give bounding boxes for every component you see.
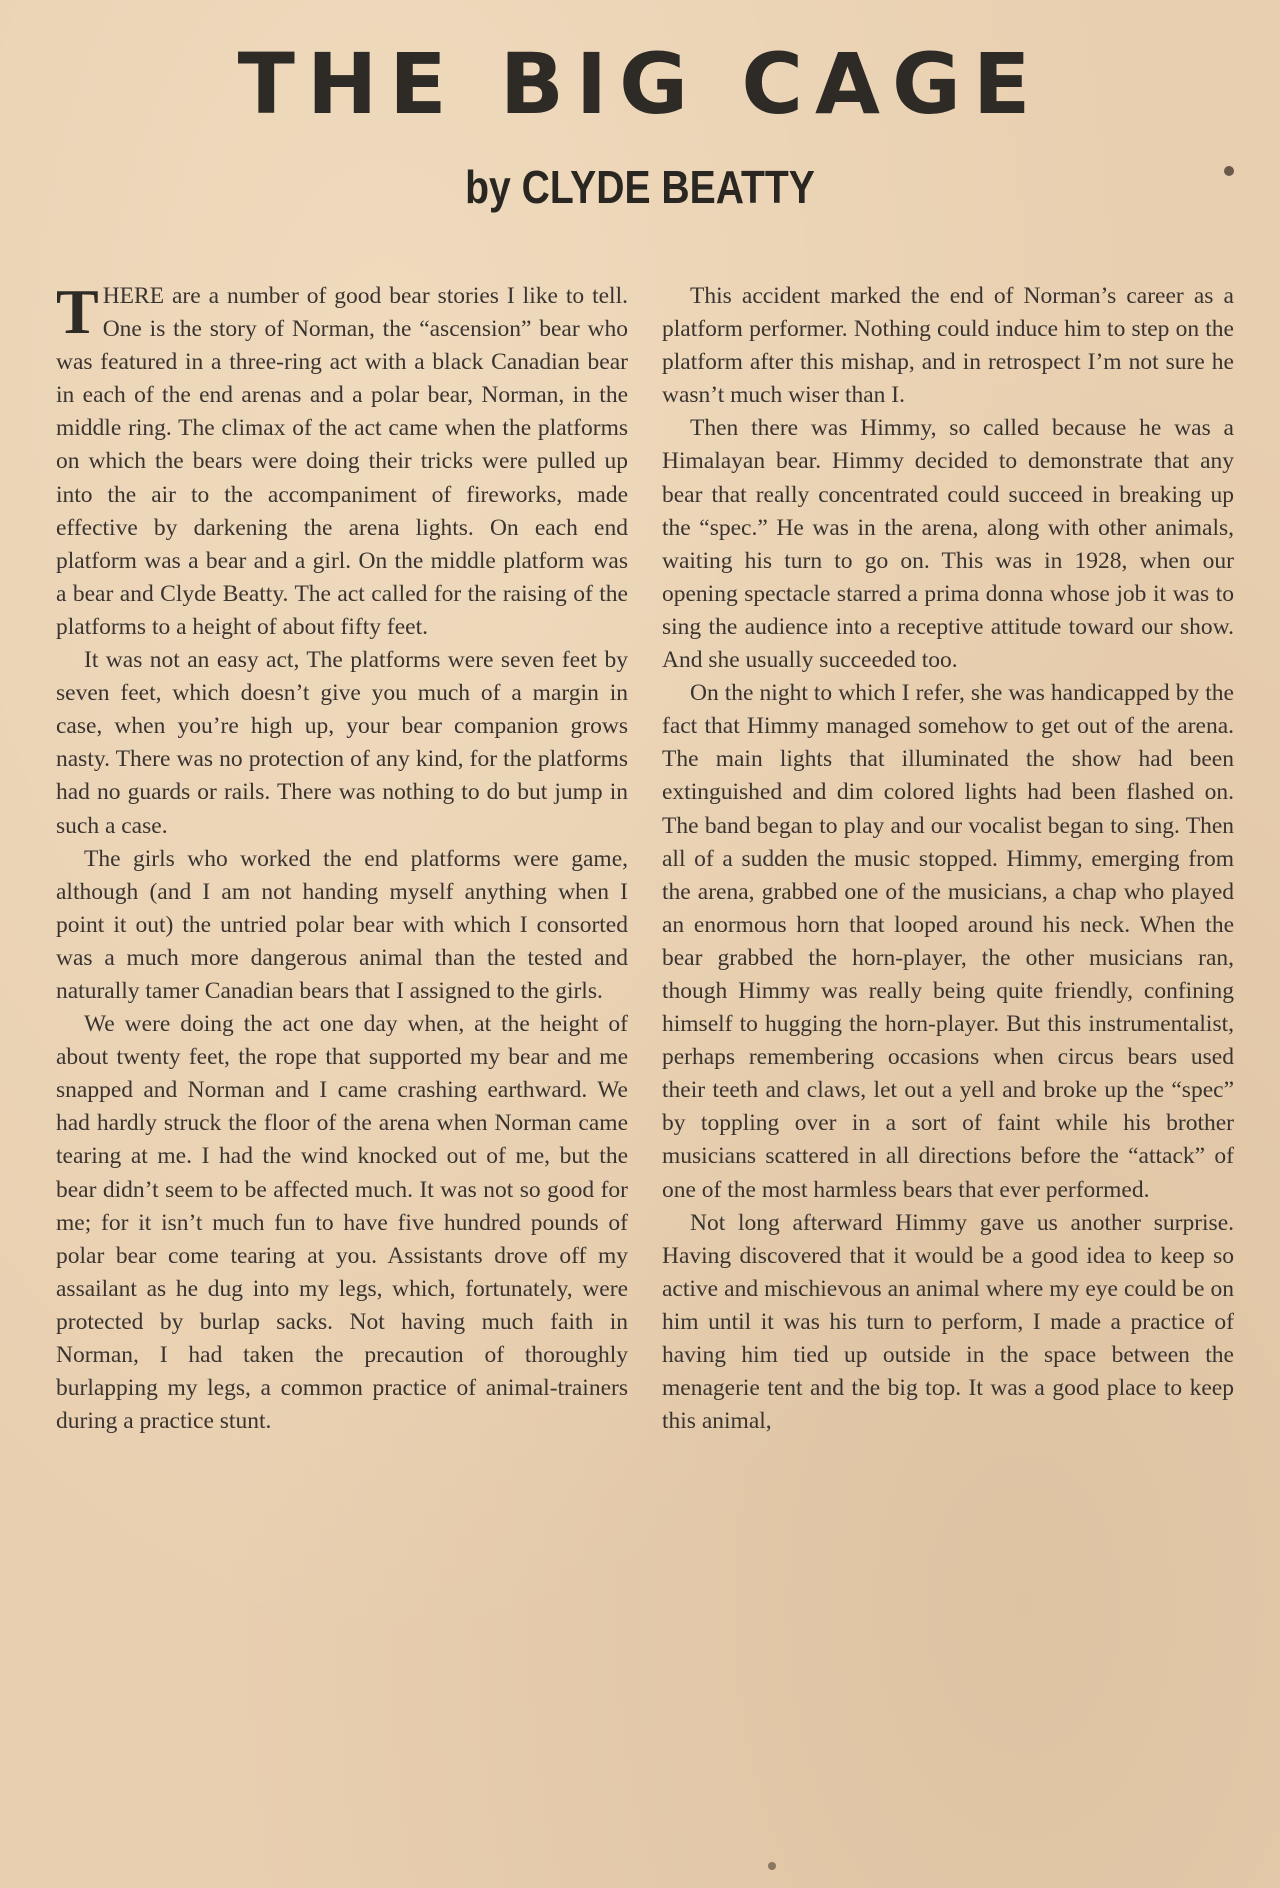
page-mark [768, 1862, 776, 1870]
paragraph: On the night to which I refer, she was handicapped by the fact that Himmy managed somehow to get out of the arena. The main lights that illuminated the show had been extinguished and dim colored lights had been flashed on. The band began to play and our vocalist began to sing. Then all of a sudden the music stopped. Himmy, emerging from the arena, grabbed one of the musicians, a chap who played an enormous horn that looped around his neck. When the bear grabbed the horn-player, the other musicians ran, though Himmy was really being quite friendly, confining himself to hugging the horn-player. But this instrumentalist, perhaps remembering occasions when circus bears used their teeth and claws, let out a yell and broke up the “spec” by toppling over in a sort of faint while his brother musicians scattered in all directions before the “attack” of one of the most harmless bears that ever performed. [662, 680, 1234, 1203]
left-column [56, 280, 628, 1438]
drop-cap: T [56, 280, 99, 347]
paragraph: It was not an easy act, The platforms were seven feet by seven feet, which doesn’t give you much of a margin in case, when you’re high up, your bear companion grows nasty. There was no protection of any kind, for the platforms had no guards or rails. There was nothing to do but jump in such a case. [56, 647, 628, 839]
paragraph: Then there was Himmy, so called because he was a Himalayan bear. Himmy decided to demonstrate that any bear that really concentrated could succeed in breaking up the “spec.” He was in the arena, along with other animals, waiting his turn to go on. This was in 1928, when our opening spectacle starred a prima donna whose job it was to sing the audience into a receptive attitude toward our show. And she usually succeeded too. [662, 415, 1234, 674]
article-byline: by CLYDE BEATTY [465, 161, 815, 213]
paragraph-text: HERE are a number of good bear stories I like to tell. One is the story of Norman, the “ascension” bear who was featured in a three-ring act with a black Canadian bear in each of the end arenas and a polar bear, Norman, in the middle ring. The climax of the act came when the platforms on which the bears were doing their tricks were pulled up into the air to the accompaniment of fireworks, made effective by darkening the arena lights. On each end platform was a bear and a girl. On the middle platform was a bear and Clyde Beatty. The act called for the raising of the platforms to a height of about fifty feet. [56, 283, 628, 640]
paragraph [56, 280, 628, 644]
article-body [56, 280, 1236, 1820]
right-column [662, 280, 1234, 1438]
paragraph: Not long afterward Himmy gave us another surprise. Having discovered that it would be a good idea to keep so active and mischievous an animal where my eye could be on him until it was his turn to perform, I made a practice of having him tied up outside in the space between the menagerie tent and the big top. It was a good place to keep this animal, [662, 1209, 1234, 1435]
article-title: THE BIG CAGE [237, 35, 1043, 133]
ink-speck [1224, 166, 1234, 176]
paragraph: This accident marked the end of Norman’s career as a platform performer. Nothing could induce him to step on the platform after this mishap, and in retrospect I’m not sure he wasn’t much wiser than I. [662, 283, 1234, 409]
paragraph: The girls who worked the end platforms were game, although (and I am not handing myself anything when I point it out) the untried polar bear with which I consorted was a much more dangerous animal than the tested and naturally tamer Canadian bears that I assigned to the girls. [56, 845, 628, 1004]
paragraph: We were doing the act one day when, at the height of about twenty feet, the rope that supported my bear and me snapped and Norman and I came crashing earthward. We had hardly struck the floor of the arena when Norman came tearing at me. I had the wind knocked out of me, but the bear didn’t seem to be affected much. It was not so good for me; for it isn’t much fun to have five hundred pounds of polar bear come tearing at you. Assistants drove off my assailant as he dug into my legs, which, fortunately, were protected by burlap sacks. Not having much faith in Norman, I had taken the precaution of thoroughly burlapping my legs, a common practice of animal-trainers during a practice stunt. [56, 1011, 628, 1435]
